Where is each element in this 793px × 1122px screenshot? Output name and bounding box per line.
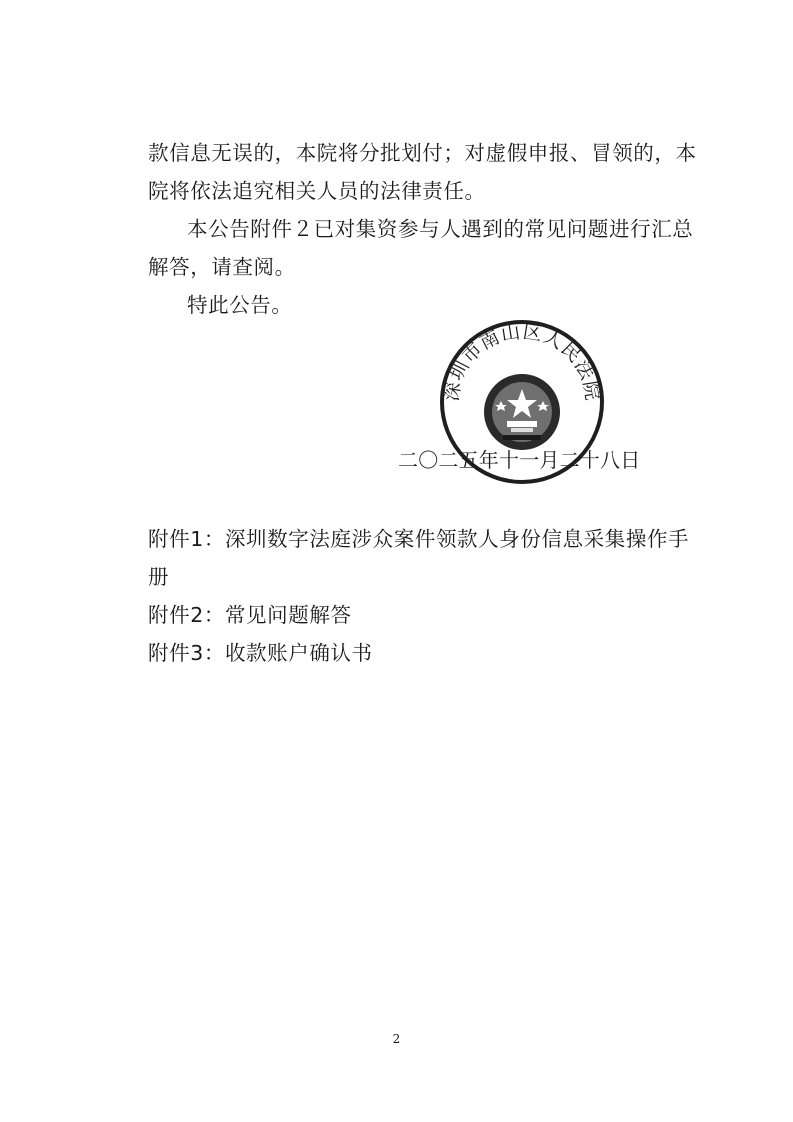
signature-date: 二〇二五年十一月二十八日	[398, 448, 641, 472]
body-line-2: 院将依法追究相关人员的法律责任。	[148, 179, 486, 203]
attachment-1-line-1: 附件1：深圳数字法庭涉众案件领款人身份信息采集操作手	[148, 527, 690, 551]
attachment-1-line-2: 册	[148, 565, 170, 589]
svg-text:深圳市南山区人民法院: 深圳市南山区人民法院	[440, 320, 604, 403]
closing-line: 特此公告。	[187, 293, 293, 317]
body-line-4: 解答，请查阅。	[148, 255, 296, 279]
page-number: 2	[392, 1032, 401, 1046]
body-line-3: 本公告附件２已对集资参与人遇到的常见问题进行汇总	[187, 217, 694, 241]
body-line-1: 款信息无误的，本院将分批划付；对虚假申报、冒领的，本	[148, 141, 697, 165]
emblem-icon	[484, 374, 560, 450]
attachment-2: 附件2：常见问题解答	[148, 603, 352, 627]
attachment-3: 附件3：收款账户确认书	[148, 641, 373, 665]
